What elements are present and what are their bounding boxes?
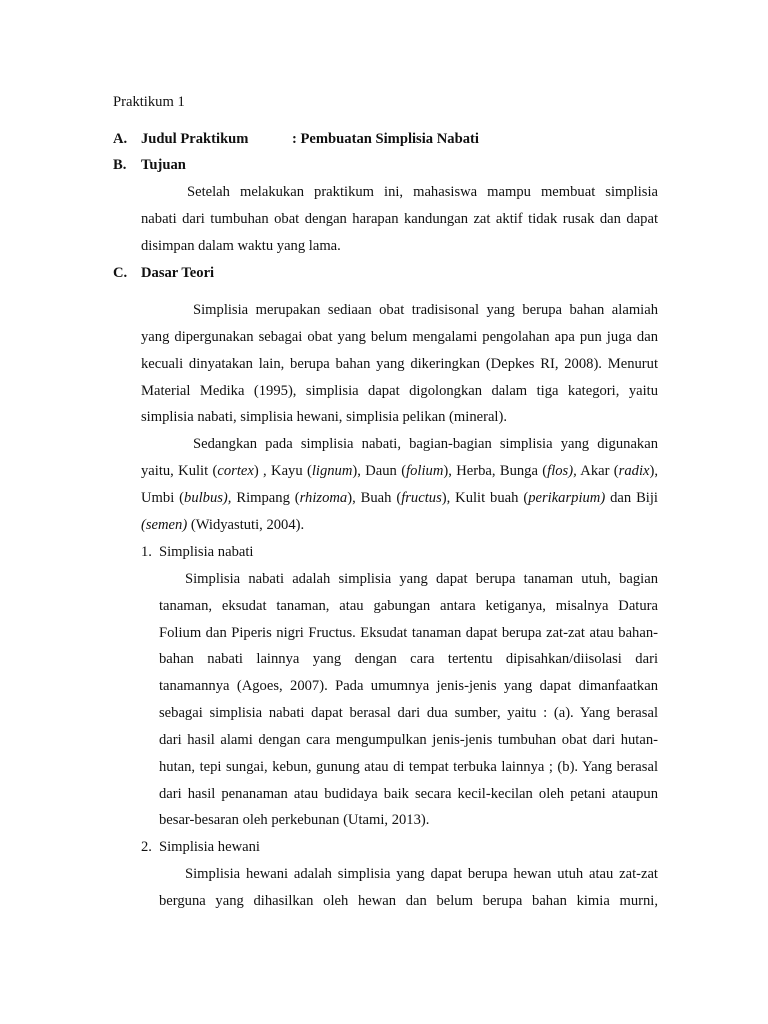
section-c-p1-line: Material Medika (1995), simplisia dapat digolongkan dalam tiga kategori, yaitu bbox=[141, 383, 658, 399]
section-c-p1-line: Simplisia merupakan sediaan obat tradisisonal yang berupa bahan alamiah bbox=[193, 302, 658, 318]
list1-text-line: dari hasil penanaman atau budidaya baik secara kecil-kecilan oleh petani ataupun bbox=[159, 786, 658, 802]
section-c-p2-line: yaitu, Kulit (cortex) , Kayu (lignum), Daun (folium), Herba, Bunga (flos), Akar (radix), bbox=[141, 463, 658, 479]
latin-term: lignum bbox=[311, 463, 353, 479]
list1-text-line: dari hasil alami dengan cara mengumpulkan jenis-jenis tumbuhan obat dari hutan- bbox=[159, 732, 658, 748]
list1-text-line: sebagai simplisia nabati dapat berasal dari dua sumber, yaitu : (a). Yang berasal bbox=[159, 705, 658, 721]
section-b-text-line: disimpan dalam waktu yang lama. bbox=[141, 238, 341, 254]
list1-text-line: tanamannya (Agoes, 2007). Pada umumnya jenis-jenis yang dapat dimanfaatkan bbox=[159, 678, 658, 694]
section-a-label: Judul Praktikum bbox=[141, 131, 249, 147]
list1-text-line: tanaman, eksudat tanaman, atau gabungan antara ketiganya, misalnya Datura bbox=[159, 598, 658, 614]
section-c-p1-line: simplisia nabati, simplisia hewani, simplisia pelikan (mineral). bbox=[141, 409, 507, 425]
latin-term: bulbus), bbox=[184, 490, 232, 506]
list1-text-line: bahan nabati lainnya yang dengan cara tertentu dipisahkan/diisolasi dari bbox=[159, 651, 658, 667]
list-item-title: Simplisia hewani bbox=[159, 839, 260, 855]
list1-text-line: hutan, tepi sungai, kebun, gunung atau di tempat terbuka lainnya ; (b). Yang berasal bbox=[159, 759, 658, 775]
latin-term: cortex bbox=[217, 463, 254, 479]
section-a-value: : Pembuatan Simplisia Nabati bbox=[292, 131, 479, 147]
section-c-p2-line: (semen) (Widyastuti, 2004). bbox=[141, 517, 305, 533]
section-b-letter: B. bbox=[113, 157, 127, 173]
list-item-number: 1. bbox=[141, 544, 152, 560]
section-c-letter: C. bbox=[113, 265, 128, 281]
list2-text-line: Simplisia hewani adalah simplisia yang dapat berupa hewan utuh atau zat-zat bbox=[185, 866, 658, 882]
list2-text-line: berguna yang dihasilkan oleh hewan dan belum berupa bahan kimia murni, bbox=[159, 893, 658, 909]
latin-term: rhizoma bbox=[299, 490, 348, 506]
section-c-p1-line: kecuali dinyatakan lain, berupa bahan yang dikeringkan (Depkes RI, 2008). Menurut bbox=[141, 356, 658, 372]
latin-term: folium bbox=[406, 463, 444, 479]
section-b-text-line: nabati dari tumbuhan obat dengan harapan kandungan zat aktif tidak rusak dan dapat bbox=[141, 211, 658, 227]
section-a-letter: A. bbox=[113, 131, 128, 147]
latin-term: radix bbox=[618, 463, 650, 479]
page-title: Praktikum 1 bbox=[113, 94, 185, 110]
section-b-text-line: Setelah melakukan praktikum ini, mahasiswa mampu membuat simplisia bbox=[187, 184, 658, 200]
list1-text-line: Simplisia nabati adalah simplisia yang dapat berupa tanaman utuh, bagian bbox=[185, 571, 658, 587]
latin-term: (semen) bbox=[141, 517, 188, 533]
section-c-p1-line: yang dipergunakan sebagai obat yang belum mengalami pengolahan apa pun juga dan bbox=[141, 329, 658, 345]
latin-term: flos), bbox=[547, 463, 577, 479]
section-c-label: Dasar Teori bbox=[141, 265, 215, 281]
section-b-label: Tujuan bbox=[141, 157, 186, 173]
section-c-p2-line: Umbi (bulbus), Rimpang (rhizoma), Buah (fructus), Kulit buah (perikarpium) dan Biji bbox=[141, 490, 658, 506]
list-item-number: 2. bbox=[141, 839, 152, 855]
list1-text-line: Folium dan Piperis nigri Fructus. Eksudat tanaman dapat berupa zat-zat atau bahan- bbox=[159, 625, 658, 641]
latin-term: fructus bbox=[401, 490, 442, 506]
section-c-p2-line: Sedangkan pada simplisia nabati, bagian-bagian simplisia yang digunakan bbox=[193, 436, 658, 452]
list1-text-line: besar-besaran oleh perkebunan (Utami, 2013). bbox=[159, 812, 430, 828]
list-item-title: Simplisia nabati bbox=[159, 544, 254, 560]
latin-term: perikarpium) bbox=[528, 490, 606, 506]
